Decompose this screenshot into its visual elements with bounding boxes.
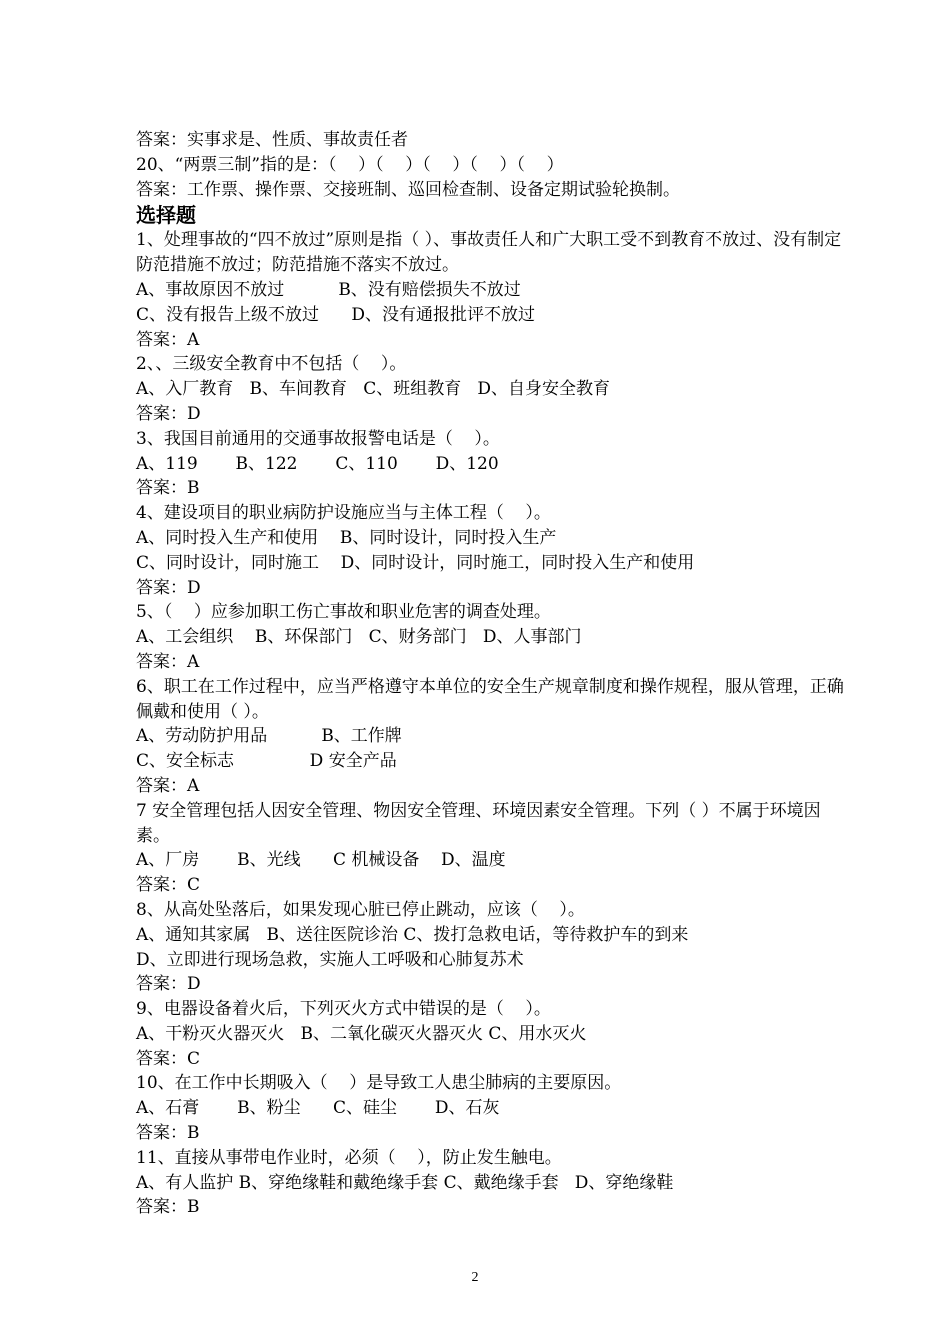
answer-line: 答案：B [136,478,200,499]
option-line: A、厂房 B、光线 C 机械设备 D、温度 [136,850,506,871]
answer-line: 答案：D [136,403,201,424]
answer-line: 答案：C [136,1048,201,1069]
question-line: 7 安全管理包括人因安全管理、物因安全管理、环境因素安全管理。下列（ ）不属于环境因素。 [136,800,821,846]
answer-line: 答案：工作票、操作票、交接班制、巡回检查制、设备定期试验轮换制。 [136,179,680,200]
option-line: A、工会组织 B、环保部门 C、财务部门 D、人事部门 [136,627,582,648]
page-number: 2 [471,1270,479,1285]
option-line: A、通知其家属 B、送往医院诊治 C、拨打急救电话，等待救护车的到来 [136,924,689,945]
option-line: A、119 B、122 C、110 D、120 [136,453,499,474]
question-line: 20、“两票三制”指的是：（ ）（ ）（ ）（ ）（ ） [136,154,564,175]
question-line: 1、处理事故的“四不放过”原则是指（ ）、事故责任人和广大职工受不到教育不放过、没有制定防范措施不放过；防范措施不落实不放过。 [136,230,842,276]
question-line: 9、电器设备着火后，下列灭火方式中错误的是（ ）。 [136,999,551,1020]
option-line: A、劳动防护用品 B、工作牌 [136,726,402,747]
answer-line: 答案：B [136,1197,200,1218]
answer-line: 答案：D [136,577,201,598]
option-line: D、立即进行现场急救，实施人工呼吸和心肺复苏术 [136,949,524,970]
answer-line: 答案：D [136,974,201,995]
option-line: A、入厂教育 B、车间教育 C、班组教育 D、自身安全教育 [136,379,611,400]
answer-line: 答案：A [136,775,200,796]
option-line: A、石膏 B、粉尘 C、硅尘 D、石灰 [136,1098,500,1119]
question-line: 10、在工作中长期吸入（ ）是导致工人患尘肺病的主要原因。 [136,1073,622,1094]
answer-line: 答案：A [136,329,200,350]
option-line: A、有人监护 B、穿绝缘鞋和戴绝缘手套 C、戴绝缘手套 D、穿绝缘鞋 [136,1172,674,1193]
option-line: A、干粉灭火器灭火 B、二氧化碳灭火器灭火 C、用水灭火 [136,1023,587,1044]
question-line: 6、职工在工作过程中，应当严格遵守本单位的安全生产规章制度和操作规程，服从管理，正确佩戴和使用（ ）。 [136,676,844,722]
option-line: A、同时投入生产和使用 B、同时设计，同时投入生产 [136,527,557,548]
option-line: C、没有报告上级不放过 D、没有通报批评不放过 [136,304,536,325]
section-heading: 选择题 [136,203,196,228]
question-line: 5、（ ）应参加职工伤亡事故和职业危害的调查处理。 [136,602,551,623]
question-line: 2、、三级安全教育中不包括（ ）。 [136,354,407,375]
option-line: A、事故原因不放过 B、没有赔偿损失不放过 [136,279,521,300]
option-line: C、安全标志 D 安全产品 [136,751,397,772]
answer-line: 答案：实事求是、性质、事故责任者 [136,130,408,150]
question-line: 8、从高处坠落后，如果发现心脏已停止跳动，应该（ ）。 [136,899,585,920]
option-line: C、同时设计，同时施工 D、同时设计，同时施工，同时投入生产和使用 [136,552,695,573]
answer-line: 答案：C [136,875,201,896]
question-line: 11、直接从事带电作业时，必须（ ），防止发生触电。 [136,1147,562,1168]
question-line: 3、我国目前通用的交通事故报警电话是（ ）。 [136,428,500,449]
answer-line: 答案：B [136,1123,200,1144]
document-body [136,128,846,1220]
question-line: 4、建设项目的职业病防护设施应当与主体工程（ ）。 [136,503,551,524]
answer-line: 答案：A [136,651,200,672]
